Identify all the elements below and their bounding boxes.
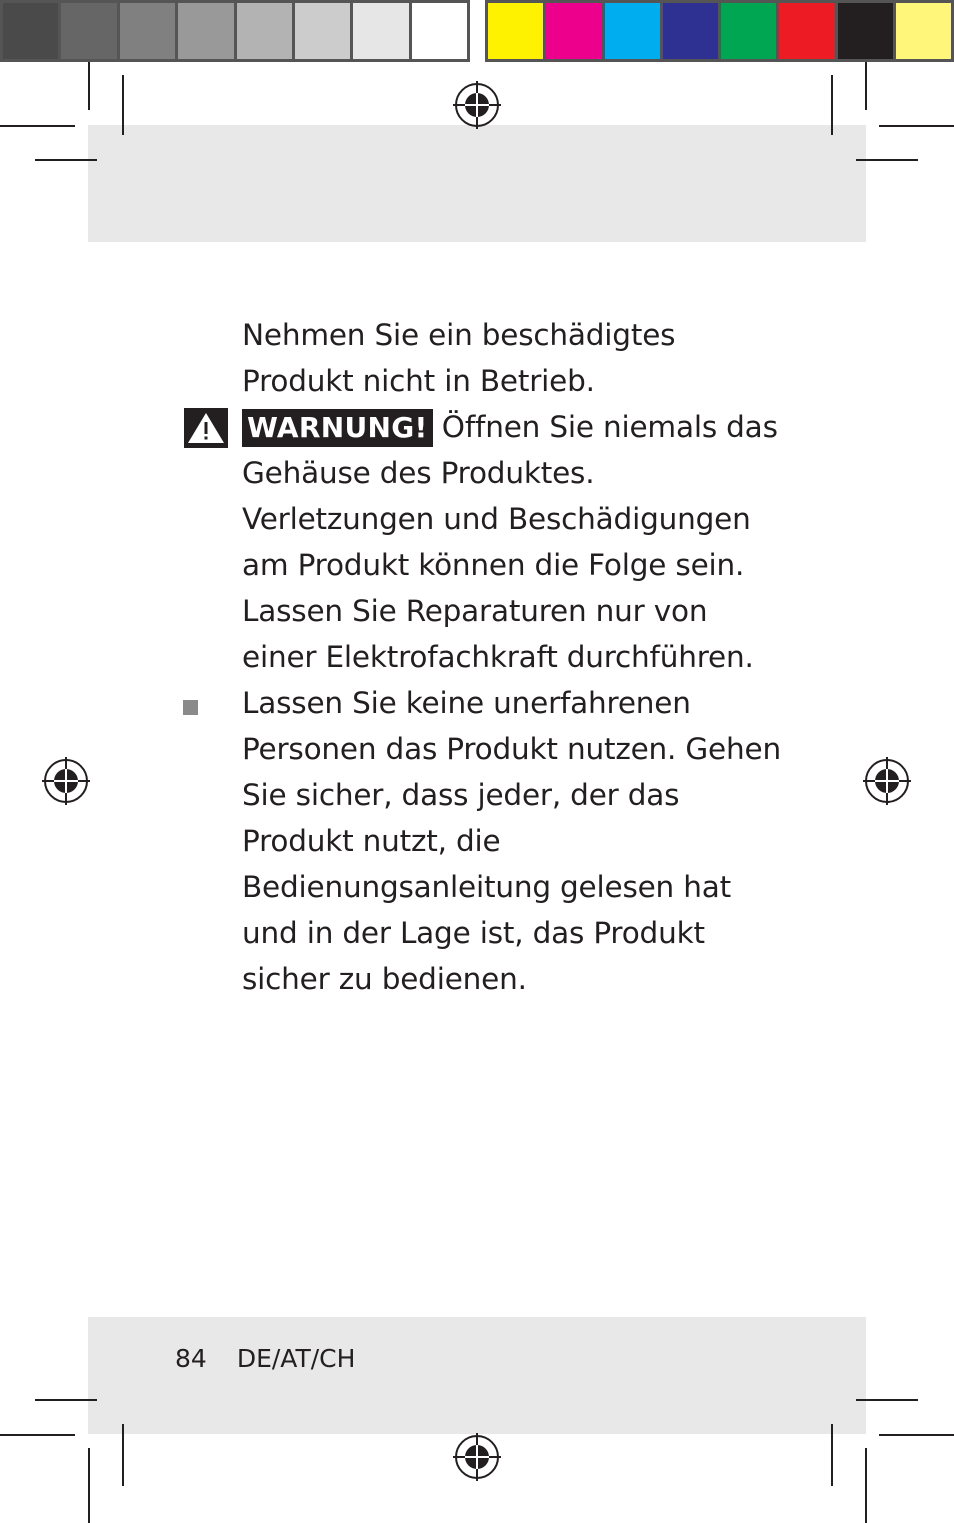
warning-text: Öffnen Sie niemals das Gehäuse des Produktes. Verletzungen und Beschädigungen am Produkt können die Folge sein. Lassen Sie Reparaturen nur von einer Elektrofachkraft durchführen. (242, 410, 778, 674)
registration-mark-icon (42, 757, 90, 805)
list-bullet (183, 700, 198, 715)
color-swatch (237, 3, 292, 59)
color-swatch (353, 3, 408, 59)
color-swatch (663, 3, 718, 59)
crop-mark (879, 1434, 954, 1436)
registration-mark-icon (863, 757, 911, 805)
color-swatch (546, 3, 601, 59)
safety-instructions (242, 312, 782, 1002)
color-swatch (61, 3, 116, 59)
color-swatch (779, 3, 834, 59)
color-swatch (488, 3, 543, 59)
crop-mark (856, 159, 918, 161)
color-swatch (721, 3, 776, 59)
warning-triangle-icon (184, 408, 228, 448)
footer-band (88, 1317, 866, 1434)
page-number: 84 (175, 1344, 207, 1373)
process-color-bar (485, 0, 954, 62)
crop-mark (35, 1399, 97, 1401)
crop-mark (831, 75, 833, 135)
registration-mark-icon (453, 1433, 501, 1481)
text-paragraph: Lassen Sie keine unerfahrenen Personen das Produkt nutzen. Gehen Sie sicher, dass jeder, der das Produkt nutzt, die Bedienungsanleitung gelesen hat und in der Lage ist, das Produkt sicher zu bedienen. (242, 686, 781, 996)
color-swatch (295, 3, 350, 59)
crop-mark (0, 1434, 75, 1436)
gray-color-bar (0, 0, 470, 62)
warning-paragraph (242, 404, 782, 680)
warning-label: WARNUNG! (242, 409, 433, 447)
page-footer (175, 1344, 385, 1373)
crop-mark (831, 1424, 833, 1486)
registration-mark-icon (453, 81, 501, 129)
color-swatch (412, 3, 467, 59)
color-swatch (838, 3, 893, 59)
crop-mark (35, 159, 97, 161)
region-label: DE/AT/CH (236, 1344, 356, 1373)
color-swatch (3, 3, 58, 59)
crop-mark (856, 1399, 918, 1401)
color-swatch (605, 3, 660, 59)
crop-mark (88, 62, 90, 110)
color-swatch (120, 3, 175, 59)
crop-mark (122, 75, 124, 135)
color-swatch (178, 3, 233, 59)
color-swatch (896, 3, 951, 59)
text-paragraph: Nehmen Sie ein beschädigtes Produkt nicht in Betrieb. (242, 318, 676, 398)
header-band (88, 125, 866, 242)
crop-mark (88, 1448, 90, 1523)
crop-mark (0, 125, 75, 127)
crop-mark (865, 62, 867, 110)
crop-mark (865, 1448, 867, 1523)
crop-mark (879, 125, 954, 127)
crop-mark (122, 1424, 124, 1486)
